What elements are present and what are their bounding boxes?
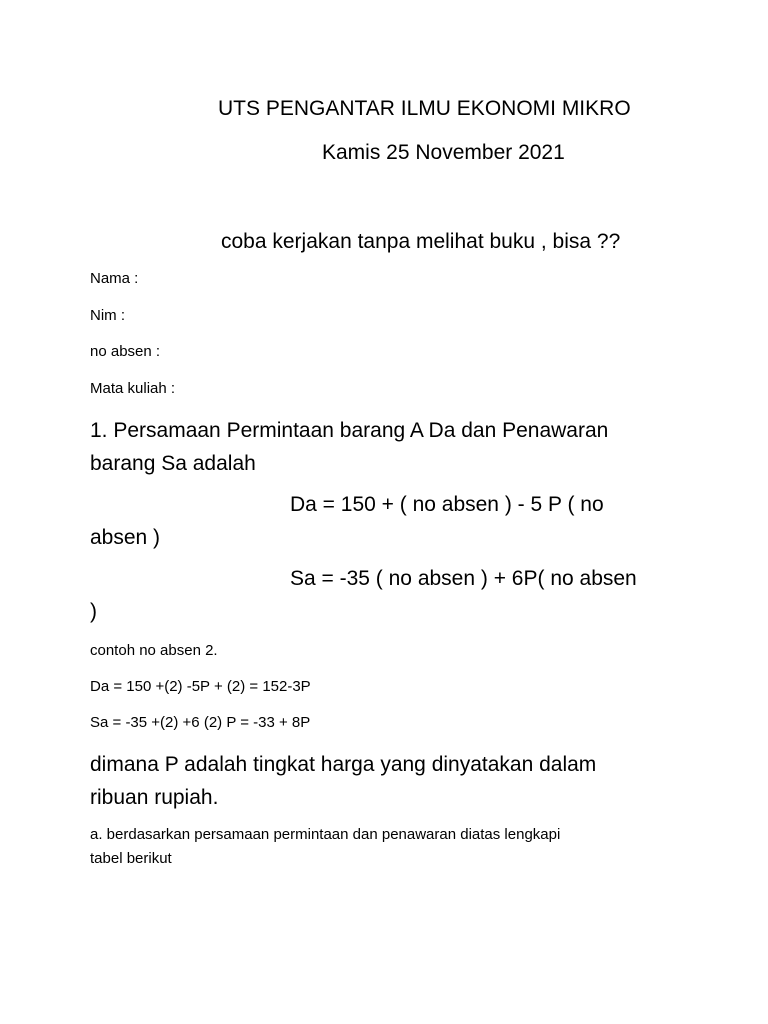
example-da: Da = 150 +(2) -5P + (2) = 152-3P xyxy=(90,678,311,695)
field-no-absen: no absen : xyxy=(90,343,161,360)
explanation-line2: ribuan rupiah. xyxy=(90,786,219,809)
equation-sa-line2: ) xyxy=(90,600,97,623)
equation-da-line2: absen ) xyxy=(90,526,161,549)
exam-subtitle: coba kerjakan tanpa melihat buku , bisa ?? xyxy=(221,230,621,253)
example-sa: Sa = -35 +(2) +6 (2) P = -33 + 8P xyxy=(90,714,311,731)
question1-line2: barang Sa adalah xyxy=(90,452,256,475)
field-nama: Nama : xyxy=(90,270,139,287)
example-heading: contoh no absen 2. xyxy=(90,642,218,659)
exam-title: UTS PENGANTAR ILMU EKONOMI MIKRO xyxy=(218,97,631,120)
field-mata-kuliah: Mata kuliah : xyxy=(90,380,176,397)
explanation-line1: dimana P adalah tingkat harga yang dinyatakan dalam xyxy=(90,753,597,776)
exam-date: Kamis 25 November 2021 xyxy=(322,141,565,164)
equation-sa-line1: Sa = -35 ( no absen ) + 6P( no absen xyxy=(290,567,637,590)
field-nim: Nim : xyxy=(90,307,125,324)
equation-da-line1: Da = 150 + ( no absen ) - 5 P ( no xyxy=(290,493,604,516)
question1-line1: 1. Persamaan Permintaan barang A Da dan Penawaran xyxy=(90,419,609,442)
part-a-line2: tabel berikut xyxy=(90,850,172,867)
part-a-line1: a. berdasarkan persamaan permintaan dan penawaran diatas lengkapi xyxy=(90,826,561,843)
